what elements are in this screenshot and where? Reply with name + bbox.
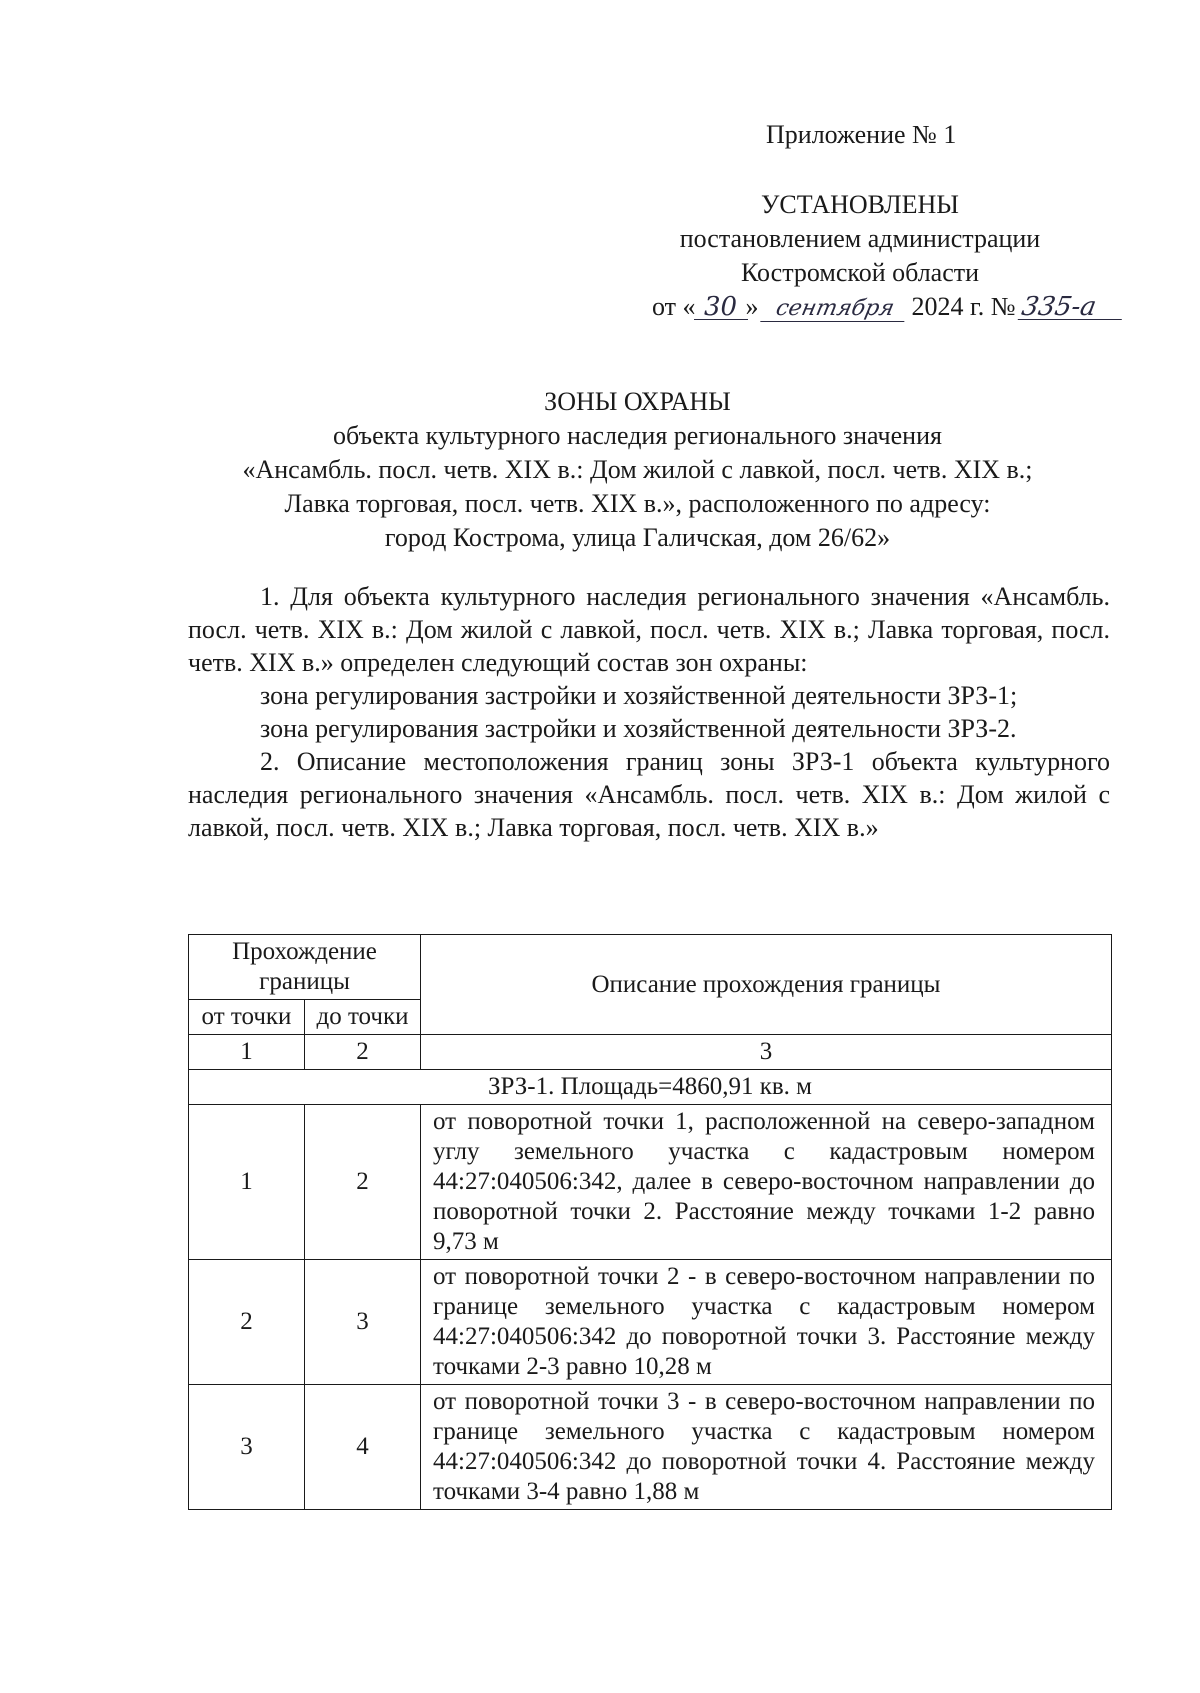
approval-block (620, 118, 1100, 326)
colnum-3: 3 (421, 1035, 1112, 1070)
header-to: до точки (305, 1000, 421, 1035)
handwritten-month: сентября (761, 292, 908, 326)
row-from: 1 (189, 1105, 305, 1260)
title-line2: «Ансамбль. посл. четв. XIX в.: Дом жилой с лавкой, посл. четв. XIX в.; (242, 455, 1033, 484)
approved-by-line1: постановлением администрации (679, 224, 1041, 253)
row-to: 3 (305, 1260, 421, 1385)
title-line1: объекта культурного наследия регионального значения (333, 421, 942, 450)
table-row (189, 1105, 1112, 1260)
table-row (189, 1385, 1112, 1510)
approved-by-line2: Костромской области (740, 258, 980, 287)
zone-item-2: зона регулирования застройки и хозяйственной деятельности ЗРЗ-2. (260, 714, 1017, 743)
approved-heading: УСТАНОВЛЕНЫ (761, 190, 959, 219)
title-line3: Лавка торговая, посл. четв. XIX в.», расположенного по адресу: (284, 489, 991, 518)
colnum-1: 1 (189, 1035, 305, 1070)
paragraph-1: 1. Для объекта культурного наследия регионального значения «Ансамбль. посл. четв. XIX в.: Дом жилой с лавкой, посл. четв. XIX в.; Лавка торговая, посл. четв. XIX в.» определен следующий состав зон охраны: (188, 582, 1110, 677)
document-title (150, 385, 1125, 555)
row-to: 4 (305, 1385, 421, 1510)
date-year: 2024 г. № (911, 292, 1016, 321)
zone-title: ЗРЗ-1. Площадь=4860,91 кв. м (189, 1070, 1112, 1105)
header-description: Описание прохождения границы (421, 935, 1112, 1035)
row-description: от поворотной точки 1, расположенной на северо-западном углу земельного участка с кадастровым номером 44:27:040506:342, далее в северо-восточном направлении до поворотной точки 2. Расстояние между точками 1-2 равно 9,73 м (421, 1105, 1112, 1260)
zone-item-1: зона регулирования застройки и хозяйственной деятельности ЗРЗ-1; (260, 681, 1018, 710)
body-text (188, 580, 1110, 844)
title-line4: город Кострома, улица Галичская, дом 26/62» (384, 523, 891, 552)
date-prefix: от « (652, 292, 696, 321)
header-from: от точки (189, 1000, 305, 1035)
zone-title-row (189, 1070, 1112, 1105)
row-from: 2 (189, 1260, 305, 1385)
row-description: от поворотной точки 2 - в северо-восточном направлении по границе земельного участка с кадастровым номером 44:27:040506:342 до поворотной точки 3. Расстояние между точками 2-3 равно 10,28 м (421, 1260, 1112, 1385)
annex-label: Приложение № 1 (766, 120, 957, 149)
boundary-table (188, 934, 1112, 1510)
paragraph-2: 2. Описание местоположения границ зоны ЗРЗ-1 объекта культурного наследия регионального значения «Ансамбль. посл. четв. XIX в.: Дом жилой с лавкой, посл. четв. XIX в.; Лавка торговая, посл. четв. XIX в.» (188, 747, 1110, 842)
date-line (620, 290, 1100, 326)
colnum-2: 2 (305, 1035, 421, 1070)
handwritten-number: 335-а (1019, 290, 1125, 324)
header-passage: Прохождение границы (189, 935, 421, 1000)
title-main: ЗОНЫ ОХРАНЫ (544, 387, 731, 416)
row-from: 3 (189, 1385, 305, 1510)
table-colnum-row (189, 1035, 1112, 1070)
row-description: от поворотной точки 3 - в северо-восточном направлении по границе земельного участка с кадастровым номером 44:27:040506:342 до поворотной точки 4. Расстояние между точками 3-4 равно 1,88 м (421, 1385, 1112, 1510)
date-quote-close: » (745, 292, 759, 321)
handwritten-day: 30 (696, 290, 746, 324)
table-row (189, 1260, 1112, 1385)
row-to: 2 (305, 1105, 421, 1260)
table-header-row (189, 935, 1112, 1000)
